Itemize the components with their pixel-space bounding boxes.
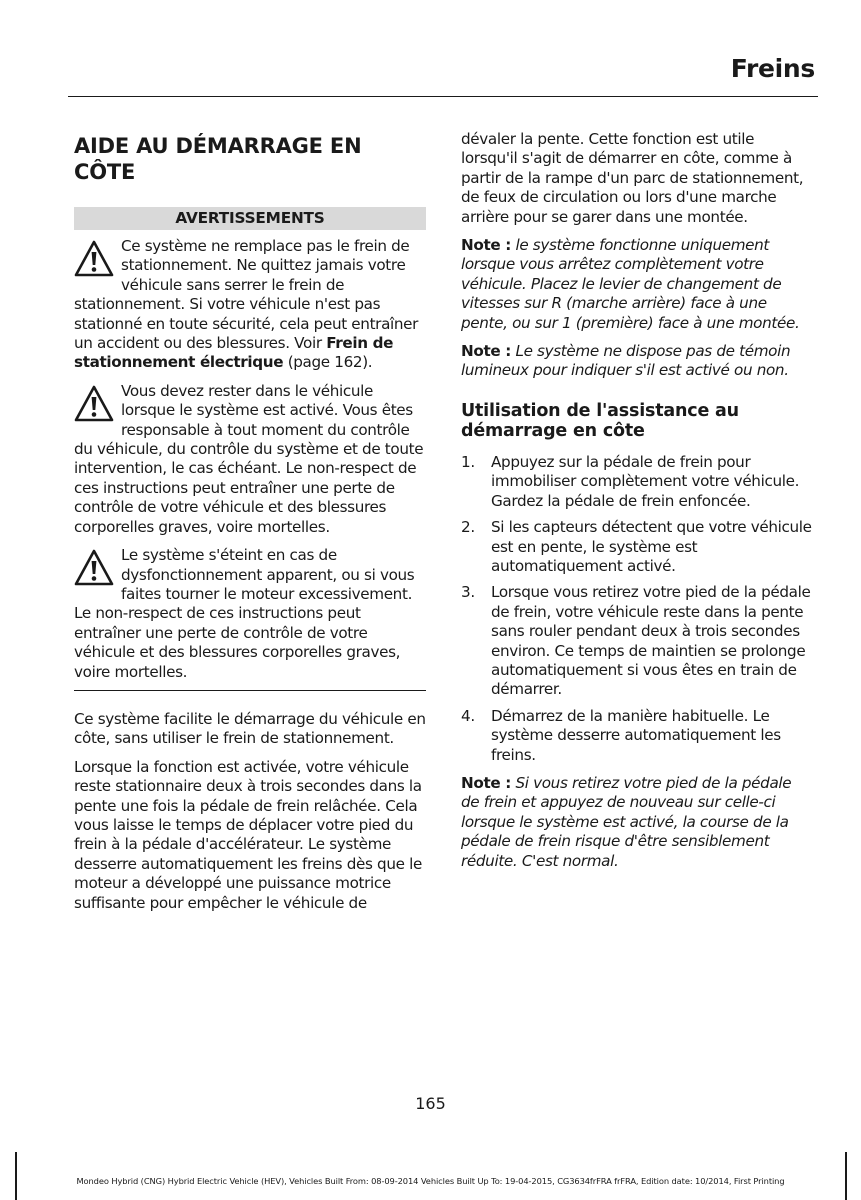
note-label: Note : <box>461 342 511 361</box>
note-label: Note : <box>461 236 511 255</box>
warning-item <box>74 382 426 537</box>
crop-mark <box>845 1152 847 1200</box>
warnings-heading: AVERTISSEMENTS <box>74 207 426 230</box>
warning-text: Vous devez rester dans le véhicule lorsque le système est activé. Vous êtes responsable à tout moment du contrôle du véhicule, du contrôle du système et de toute intervention, le cas échéant. Le non-respect de ces instructions peut entraîner une perte de contrôle de votre véhicule et des blessures corporelles graves, voire mortelles. <box>74 381 424 536</box>
header-divider <box>68 96 818 97</box>
body-paragraph: Ce système facilite le démarrage du véhicule en côte, sans utiliser le frein de stationnement. <box>74 709 426 748</box>
list-item: 1. Appuyez sur la pédale de frein pour immobiliser complètement votre véhicule. Gardez la pédale de frein enfoncée. <box>461 452 800 510</box>
list-item: 3. Lorsque vous retirez votre pied de la pédale de frein, votre véhicule reste dans la pente sans rouler pendant deux à trois secondes environ. Ce temps de maintien se prolonge automatiquement si vous êtes en train de démarrer. <box>461 583 811 699</box>
left-column <box>74 130 426 913</box>
note-3: Note : Si vous retirez votre pied de la pédale de frein et appuyez de nouveau sur celle-ci lorsque le système est activé, la course de la pédale de frein risque d'être sensiblement réduite. C'est normal. <box>461 773 792 870</box>
list-item: 4. Démarrez de la manière habituelle. Le système desserre automatiquement les freins. <box>461 706 781 764</box>
crop-mark <box>15 1152 17 1200</box>
note-label: Note : <box>461 773 511 792</box>
warning-triangle-icon <box>74 384 114 424</box>
footer-text: Mondeo Hybrid (CNG) Hybrid Electric Vehicle (HEV), Vehicles Built From: 08-09-2014 Vehicles Built Up To: 19-04-2015, CG3634frFRA frFRA, Edition date: 10/2014, First Printing <box>76 1176 785 1186</box>
body-paragraph: Lorsque la fonction est activée, votre véhicule reste stationnaire deux à trois secondes dans la pente une fois la pédale de frein relâchée. Cela vous laisse le temps de déplacer votre pied du frein à la pédale d'accélérateur. Le système desserre automatiquement les freins dès que le moteur a développé une puissance motrice suffisante pour empêcher le véhicule de <box>74 757 422 912</box>
parking-brake-link[interactable]: Frein de stationnement électrique <box>74 334 394 372</box>
list-item: 2. Si les capteurs détectent que votre véhicule est en pente, le système est automatiquement activé. <box>461 518 812 575</box>
body-paragraph-continued: dévaler la pente. Cette fonction est utile lorsqu'il s'agit de démarrer en côte, comme à partir de la rampe d'un parc de stationnement, de feux de circulation ou lors d'une marche arrière pour se garer dans une montée. <box>461 130 804 226</box>
right-column <box>461 130 813 871</box>
warning-triangle-icon <box>74 548 114 588</box>
warning-item <box>74 237 426 373</box>
page-number: 165 <box>415 1094 446 1113</box>
warning-item <box>74 546 426 682</box>
page-header-title: Freins <box>730 54 815 83</box>
note-2: Note : Le système ne dispose pas de témoin lumineux pour indiquer s'il est activé ou non. <box>461 342 791 380</box>
warnings-divider <box>74 690 426 691</box>
subsection-title: Utilisation de l'assistance au démarrage en côte <box>461 400 739 441</box>
warning-text: Le système s'éteint en cas de dysfonctionnement apparent, ou si vous faites tourner le moteur excessivement. Le non-respect de ces instructions peut entraîner une perte de contrôle de votre véhicule et des blessures corporelles graves, voire mortelles. <box>74 546 415 681</box>
steps-list <box>461 453 813 765</box>
warning-triangle-icon <box>74 239 114 279</box>
note-1: Note : le système fonctionne uniquement lorsque vous arrêtez complètement votre véhicule. Placez le levier de changement de vitesses sur R (marche arrière) face à une pente, ou sur 1 (première) face à une montée. <box>461 236 800 332</box>
warning-text: Ce système ne remplace pas le frein de stationnement. Ne quittez jamais votre véhicule sans serrer le frein de stationnement. Si votre véhicule n'est pas stationné en toute sécurité, cela peut entraîner un accident ou des blessures. Voir Frein de stationnement électrique (page 162). <box>74 237 419 372</box>
section-title: AIDE AU DÉMARRAGE EN CÔTE <box>74 134 362 184</box>
